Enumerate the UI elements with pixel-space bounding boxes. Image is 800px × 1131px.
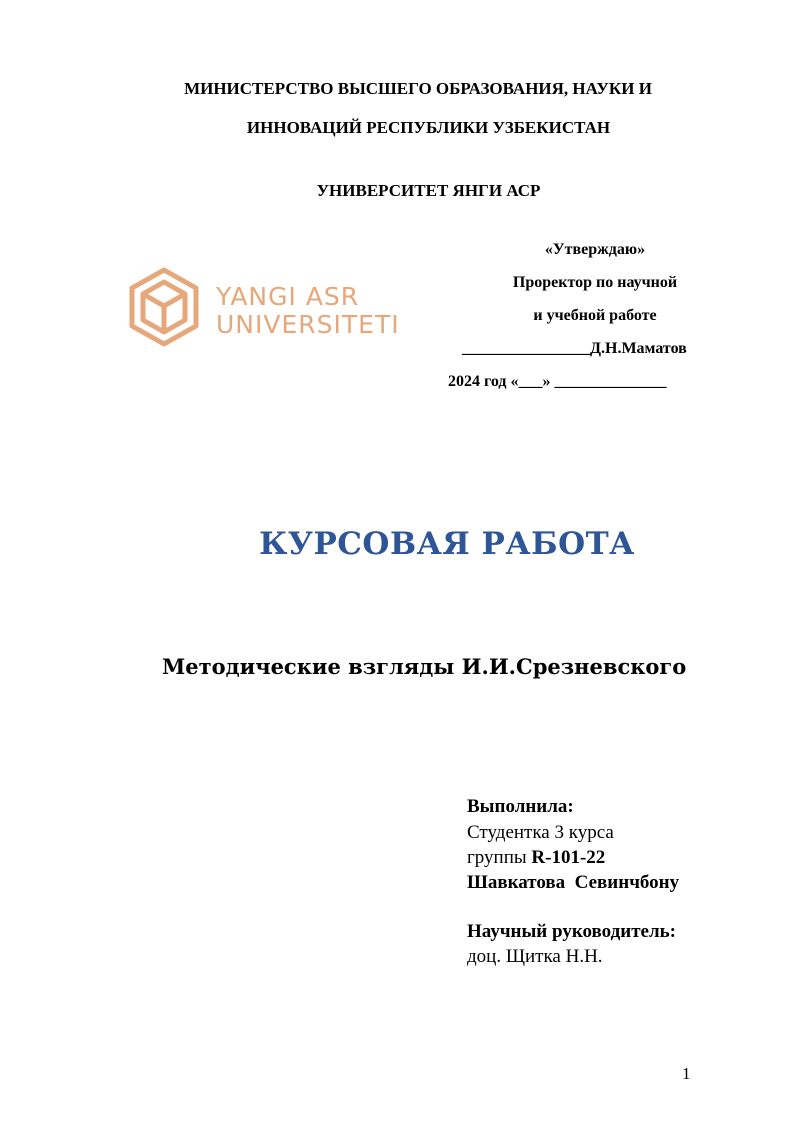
approval-signature-line: ________________Д.Н.Маматов bbox=[462, 340, 687, 357]
author-name: Шавкатова Севинчбону bbox=[467, 872, 680, 893]
supervisor-label: Научный руководитель: bbox=[467, 921, 676, 942]
author-course: Студентка 3 курса bbox=[467, 822, 614, 843]
author-label: Выполнила: bbox=[467, 796, 574, 817]
approval-date-line: 2024 год «___» ______________ bbox=[448, 373, 667, 390]
supervisor-name: доц. Щитка Н.Н. bbox=[467, 946, 603, 967]
author-group bbox=[467, 847, 605, 869]
ministry-line-1: МИНИСТЕРСТВО ВЫСШЕГО ОБРАЗОВАНИЯ, НАУКИ И bbox=[184, 79, 652, 98]
university-logo bbox=[128, 266, 400, 350]
document-type-title: КУРСОВАЯ РАБОТА bbox=[259, 526, 635, 562]
logo-text-line-1: YANGI ASR bbox=[216, 282, 360, 311]
author-group-code: R-101-22 bbox=[531, 847, 606, 868]
document-topic: Методические взгляды И.И.Срезневского bbox=[162, 654, 687, 679]
cube-logo-icon bbox=[128, 266, 200, 350]
approval-position-line-2: и учебной работе bbox=[533, 307, 657, 324]
page-number: 1 bbox=[682, 1064, 691, 1083]
approval-stamp: «Утверждаю» bbox=[544, 241, 646, 258]
logo-text-line-2: UNIVERSITETI bbox=[216, 310, 400, 339]
ministry-line-2: ИННОВАЦИЙ РЕСПУБЛИКИ УЗБЕКИСТАН bbox=[246, 118, 611, 137]
university-name: УНИВЕРСИТЕТ ЯНГИ АСР bbox=[316, 181, 541, 200]
author-group-prefix: группы bbox=[467, 847, 532, 868]
approval-position-line-1: Проректор по научной bbox=[512, 274, 678, 291]
